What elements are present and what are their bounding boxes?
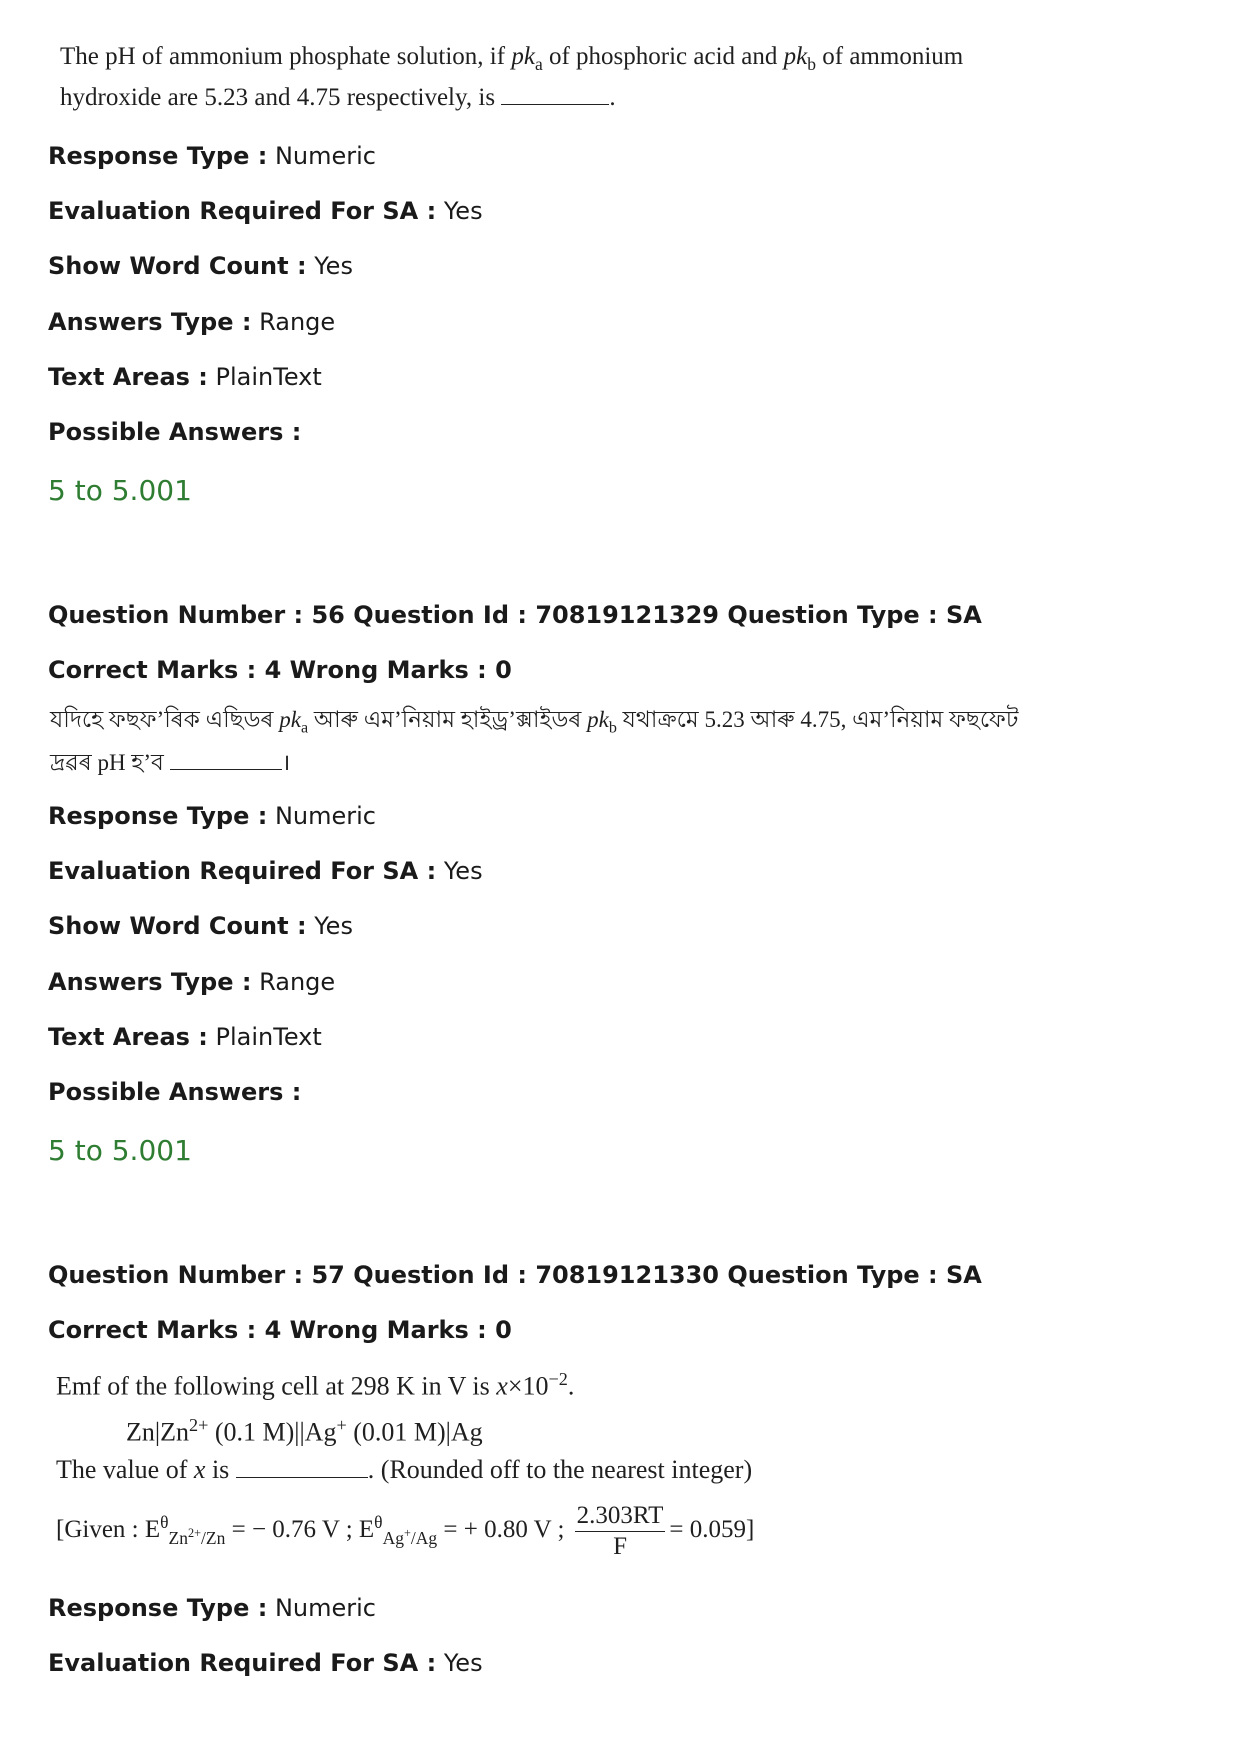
q56-text-areas: Text Areas : PlainText <box>48 1023 322 1051</box>
answer-blank <box>236 1457 368 1478</box>
q55-line-2: hydroxide are 5.23 and 4.75 respectively, is . <box>60 84 616 111</box>
q57-cell-notation: $Zn|Zn^{2+}$ (0.1 M)||Ag+ (0.01 M)|Ag <box>126 1414 483 1447</box>
q56-answer: 5 to 5.001 <box>48 1134 192 1167</box>
answer-blank <box>170 749 282 770</box>
q57-line-3: The value of x is . (Rounded off to the nearest integer) <box>56 1455 753 1485</box>
q57-response-type: Response Type : Numeric <box>48 1594 376 1622</box>
q57-question-text <box>56 1362 754 1562</box>
q56-marks: Correct Marks : 4 Wrong Marks : 0 <box>48 656 512 684</box>
answer-blank <box>501 84 609 105</box>
q56-question-text <box>50 703 1018 780</box>
q57-marks: Correct Marks : 4 Wrong Marks : 0 <box>48 1316 512 1344</box>
q55-text-areas: Text Areas : PlainText <box>48 363 322 391</box>
q55-response-type: Response Type : Numeric <box>48 142 376 170</box>
q55-possible-answers: Possible Answers : <box>48 418 302 446</box>
q56-response-type: Response Type : Numeric <box>48 802 376 830</box>
q56-possible-answers: Possible Answers : <box>48 1078 302 1106</box>
q55-show-word-count: Show Word Count : Yes <box>48 252 353 280</box>
q57-line-1: Emf of the following cell at 298 K in V is $x\times 10^{-2}$. <box>56 1369 575 1401</box>
q56-line-2: দ্ৰৱৰ pH হ’ব । <box>50 749 291 775</box>
q55-line-1: The pH of ammonium phosphate solution, if $pk_a$ of phosphoric acid and $pk_b$ of ammonium <box>60 43 964 74</box>
q55-question-text <box>60 40 963 115</box>
q55-answers-type: Answers Type : Range <box>48 308 336 336</box>
q56-evaluation-required: Evaluation Required For SA : Yes <box>48 857 483 885</box>
q56-line-1: যদিহে ফছফ’ৰিক এছিডৰ $pk_a$ আৰু এম’নিয়াম হাইড্ৰ’ক্সাইডৰ $pk_b$ যথাক্ৰমে 5.23 আৰু 4.75, এম’নিয়াম ফছফেট <box>50 707 1019 737</box>
q56-answers-type: Answers Type : Range <box>48 968 336 996</box>
q56-show-word-count: Show Word Count : Yes <box>48 912 353 940</box>
q57-evaluation-required: Evaluation Required For SA : Yes <box>48 1649 483 1677</box>
q55-answer: 5 to 5.001 <box>48 474 192 507</box>
q57-given-values: [Given : $E^\theta_{Zn^{2+}/Zn}$ = − 0.76 V ; $E^\theta_{Ag^+/Ag}$ = + 0.80 V ; $\frac{2.303RT}{F}$ = 0.059] <box>56 1502 755 1561</box>
q57-header: Question Number : 57 Question Id : 70819121330 Question Type : SA <box>48 1261 982 1289</box>
q56-header: Question Number : 56 Question Id : 70819121329 Question Type : SA <box>48 601 982 629</box>
rt-over-f-fraction: $\frac{2.303RT}{F}$ <box>576 1502 664 1561</box>
q55-evaluation-required: Evaluation Required For SA : Yes <box>48 197 483 225</box>
